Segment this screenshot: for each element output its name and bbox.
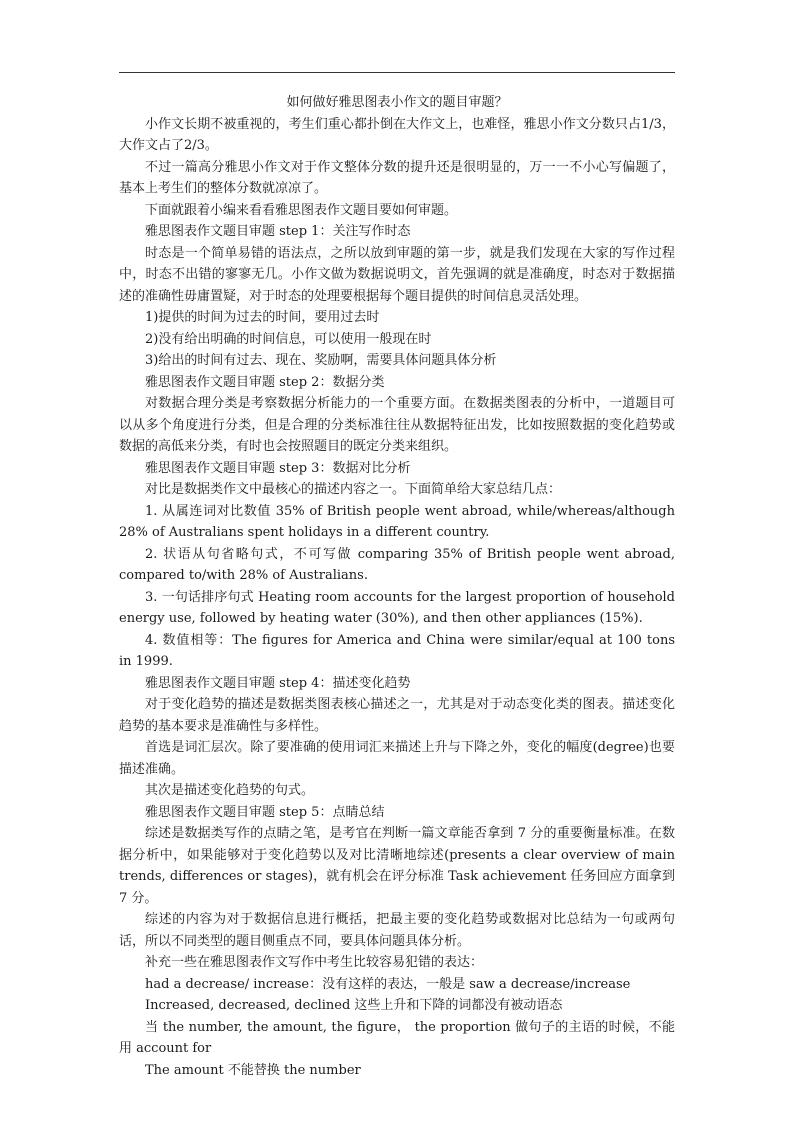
paragraph: Increased, decreased, declined 这些上升和下降的词都没有被动语态 (145, 998, 563, 1013)
paragraph: 对数据合理分类是考察数据分析能力的一个重要方面。在数据类图表的分析中，一道题目可以从多个角度进行分类，但是合理的分类标准往往从数据特征出发，比如按照数据的变化趋势或数据的高低来分类，有时也会按照题目的既定分类来组织。 (119, 396, 675, 454)
document-title: 如何做好雅思图表小作文的题目审题？ (286, 95, 508, 110)
paragraph: 综述是数据类写作的点睛之笔，是考官在判断一篇文章能否拿到 7 分的重要衡量标准。在数据分析中，如果能够对于变化趋势以及对比清晰地综述(presents a clear overview of main trends, differences or stages)，就有机会在评分标准 Task achievement 任务回应方面拿到 7 分。 (119, 826, 675, 906)
list-item: 3. 一句话排序句式 Heating room accounts for the largest proportion of household energy use, followed by heating water (30%), and then other appliances (15%). (119, 589, 675, 626)
header-rule (119, 72, 675, 73)
section-heading-step-3: 雅思图表作文题目审题 step 3：数据对比分析 (145, 460, 411, 476)
paragraph: 对比是数据类作文中最核心的描述内容之一。下面简单给大家总结几点： (145, 482, 562, 497)
list-item: 1. 从属连词对比数值 35% of British people went abroad, while/whereas/although 28% of Australians spent holidays in a different country. (119, 503, 675, 540)
list-item: 1)提供的时间为过去的时间，要用过去时 (145, 310, 380, 325)
list-item: 3)给出的时间有过去、现在、奖励啊，需要具体问题具体分析 (145, 353, 497, 368)
paragraph: 小作文长期不被重视的，考生们重心都扑倒在大作文上，也难怪，雅思小作文分数只占1/3，大作文占了2/3。 (119, 116, 675, 153)
section-heading-step-4: 雅思图表作文题目审题 step 4：描述变化趋势 (145, 675, 411, 691)
list-item: 4. 数值相等：The figures for America and China were similar/equal at 100 tons in 1999. (119, 632, 675, 669)
paragraph: 补充一些在雅思图表作文写作中考生比较容易犯错的表达： (145, 955, 484, 970)
paragraph: 下面就跟着小编来看看雅思图表作文题目要如何审题。 (145, 202, 458, 218)
paragraph: 综述的内容为对于数据信息进行概括，把最主要的变化趋势或数据对比总结为一句或两句话，所以不同类型的题目侧重点不同，要具体问题具体分析。 (119, 912, 675, 949)
paragraph: The amount 不能替换 the number (145, 1062, 361, 1078)
section-heading-step-1: 雅思图表作文题目审题 step 1：关注写作时态 (145, 224, 411, 239)
document-body (119, 92, 675, 1081)
paragraph: 其次是描述变化趋势的句式。 (145, 783, 315, 798)
paragraph: had a decrease/ increase：没有这样的表达，一般是 saw a decrease/increase (145, 976, 631, 992)
list-item: 2)没有给出明确的时间信息，可以使用一般现在时 (145, 331, 432, 347)
paragraph: 不过一篇高分雅思小作文对于作文整体分数的提升还是很明显的，万一一不小心写偏题了，基本上考生们的整体分数就凉凉了。 (119, 159, 675, 196)
paragraph: 时态是一个简单易错的语法点，之所以放到审题的第一步，就是我们发现在大家的写作过程中，时态不出错的寥寥无几。小作文做为数据说明文，首先强调的就是准确度，时态对于数据描述的准确性毋庸置疑，对于时态的处理要根据每个题目提供的时间信息灵活处理。 (119, 245, 675, 304)
paragraph: 对于变化趋势的描述是数据类图表核心描述之一，尤其是对于动态变化类的图表。描述变化趋势的基本要求是准确性与多样性。 (119, 697, 675, 734)
paragraph: 首选是词汇层次。除了要准确的使用词汇来描述上升与下降之外，变化的幅度(degree)也要描述准确。 (119, 740, 675, 777)
section-heading-step-5: 雅思图表作文题目审题 step 5：点睛总结 (145, 804, 385, 820)
list-item: 2. 状语从句省略句式，不可写做 comparing 35% of British people went abroad, compared to/with 28% of Australians. (119, 546, 675, 583)
section-heading-step-2: 雅思图表作文题目审题 step 2：数据分类 (145, 374, 385, 390)
paragraph: 当 the number, the amount, the figure， the proportion 做句子的主语的时候，不能用 account for (119, 1019, 675, 1056)
